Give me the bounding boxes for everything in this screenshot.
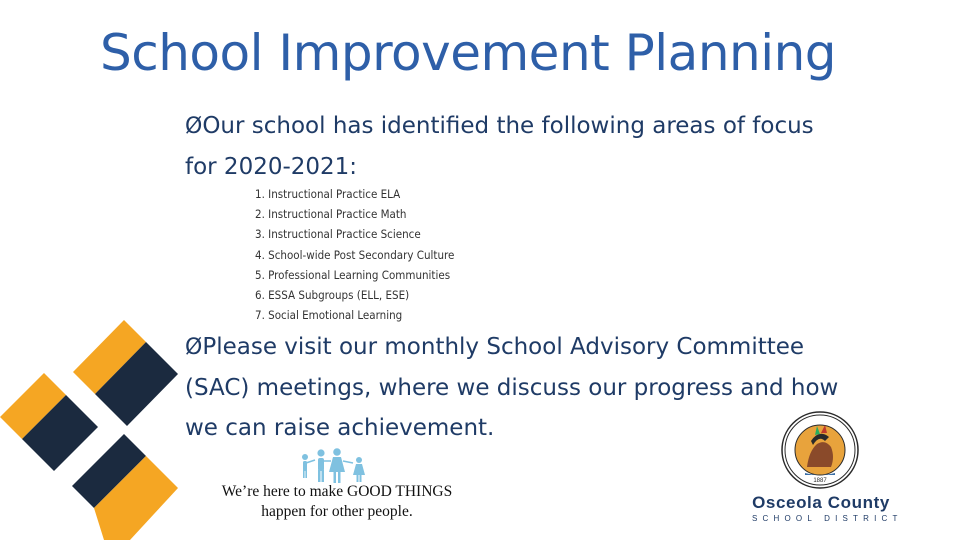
family-icon <box>297 448 377 484</box>
district-name: Osceola County <box>752 493 890 512</box>
slogan: We’re here to make GOOD THINGS happen for other people. <box>221 483 453 520</box>
page-title: School Improvement Planning <box>100 24 837 82</box>
diamond-tile-top <box>73 320 178 426</box>
list-item: 5. Professional Learning Communities <box>255 267 451 282</box>
decorative-diamond-tiles <box>0 300 203 540</box>
focus-area-list <box>255 184 454 325</box>
list-item: 6. ESSA Subgroups (ELL, ESE) <box>255 288 410 303</box>
district-subtitle: SCHOOL DISTRICT <box>752 514 903 523</box>
district-seal-logo <box>781 411 859 489</box>
bullet-arrow-icon: Ø <box>185 114 203 139</box>
list-item: 4. School-wide Post Secondary Culture <box>255 247 455 262</box>
list-item: 7. Social Emotional Learning <box>255 308 403 323</box>
seal-year: 1887 <box>813 478 827 484</box>
diamond-tile-left <box>0 373 98 471</box>
focus-intro <box>185 106 845 187</box>
sac-paragraph <box>185 327 845 448</box>
focus-intro-text: Our school has identified the following areas of focus for 2020-2021: <box>185 113 814 180</box>
bullet-arrow-icon: Ø <box>185 335 203 360</box>
diamond-tile-bottom <box>72 434 178 540</box>
list-item: 1. Instructional Practice ELA <box>255 187 401 201</box>
sac-text: Please visit our monthly School Advisory Committee (SAC) meetings, where we discuss our progress and how we can raise achievement. <box>185 334 839 441</box>
list-item: 3. Instructional Practice Science <box>255 227 421 242</box>
list-item: 2. Instructional Practice Math <box>255 207 407 222</box>
